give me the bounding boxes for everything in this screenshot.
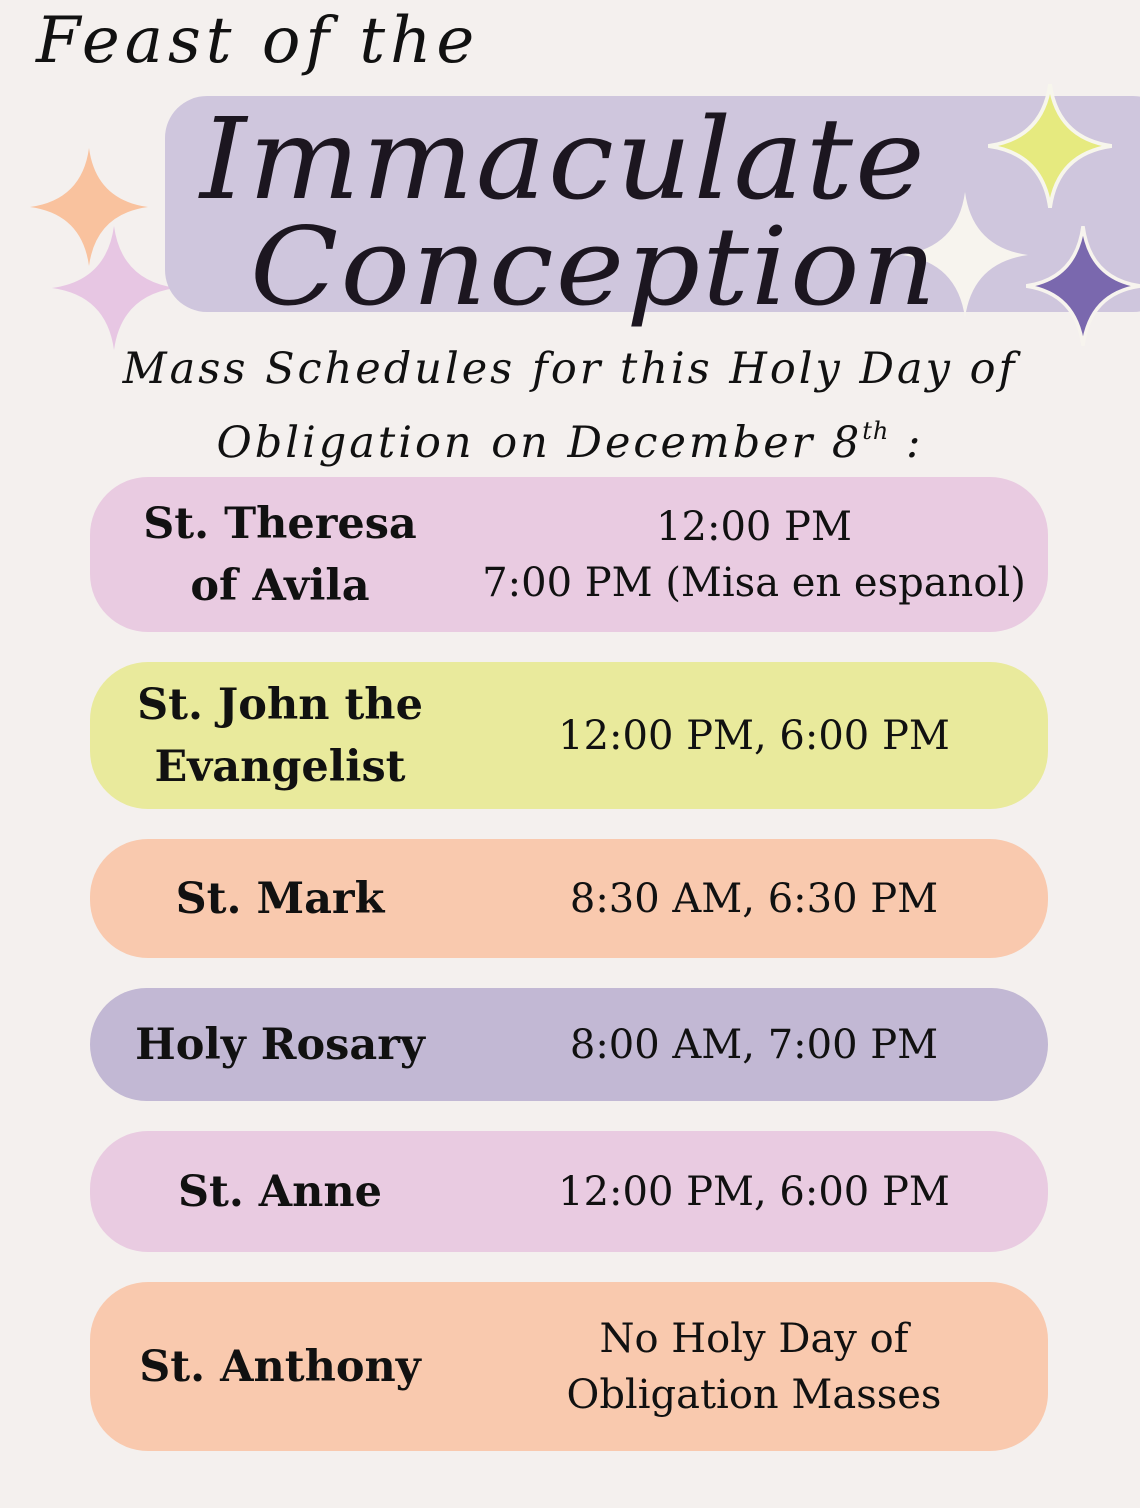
parish-name-line: of Avila xyxy=(190,560,370,611)
subtitle-line-2 xyxy=(0,400,1140,474)
mass-time-line: 12:00 PM xyxy=(656,503,852,550)
parish-name xyxy=(90,868,470,930)
parish-name xyxy=(90,1014,470,1076)
mass-times xyxy=(470,1164,1048,1220)
schedule-row xyxy=(90,477,1048,632)
parish-name-line: St. Anne xyxy=(177,1166,383,1217)
schedule-row xyxy=(90,839,1048,958)
mass-times xyxy=(470,499,1048,611)
sparkle-star-icon-yellow xyxy=(988,84,1112,208)
subtitle-superscript: th xyxy=(862,417,890,445)
schedule-row xyxy=(90,1282,1048,1451)
page-title-line-1: Immaculate xyxy=(200,95,927,225)
mass-time-line: 8:30 AM, 6:30 PM xyxy=(569,875,939,922)
subtitle-line-1: Mass Schedules for this Holy Day of xyxy=(122,344,1018,394)
mass-times xyxy=(470,1311,1048,1423)
schedule-row xyxy=(90,1131,1048,1252)
schedule-row xyxy=(90,988,1048,1101)
mass-time-line: 12:00 PM, 6:00 PM xyxy=(558,1168,950,1215)
mass-time-line: 12:00 PM, 6:00 PM xyxy=(558,712,950,759)
sparkle-star-icon-pink xyxy=(52,226,176,350)
parish-name-line: Evangelist xyxy=(154,741,406,792)
mass-time-line: 8:00 AM, 7:00 PM xyxy=(569,1021,939,1068)
subtitle-text: Obligation on December 8 xyxy=(216,418,863,468)
mass-time-line: Obligation Masses xyxy=(566,1371,942,1418)
pre-title: Feast of the xyxy=(36,4,480,78)
mass-times xyxy=(470,708,1048,764)
subtitle-end: : xyxy=(889,418,924,468)
mass-time-line: No Holy Day of xyxy=(599,1315,909,1362)
mass-time-line: 7:00 PM (Misa en espanol) xyxy=(482,559,1026,606)
parish-name-line: St. Anthony xyxy=(139,1341,421,1392)
schedule-row xyxy=(90,662,1048,809)
mass-times xyxy=(470,871,1048,927)
subtitle xyxy=(0,338,1140,474)
parish-name xyxy=(90,1161,470,1223)
page-title-line-2: Conception xyxy=(250,205,939,330)
parish-name xyxy=(90,1336,470,1398)
mass-times xyxy=(470,1017,1048,1073)
parish-name-line: St. John the xyxy=(137,679,423,730)
sparkle-star-icon-purple xyxy=(1026,226,1140,346)
parish-name xyxy=(90,674,470,798)
parish-name-line: St. Mark xyxy=(175,873,385,924)
parish-name xyxy=(90,493,470,617)
parish-name-line: Holy Rosary xyxy=(135,1019,425,1070)
parish-name-line: St. Theresa xyxy=(143,498,417,549)
